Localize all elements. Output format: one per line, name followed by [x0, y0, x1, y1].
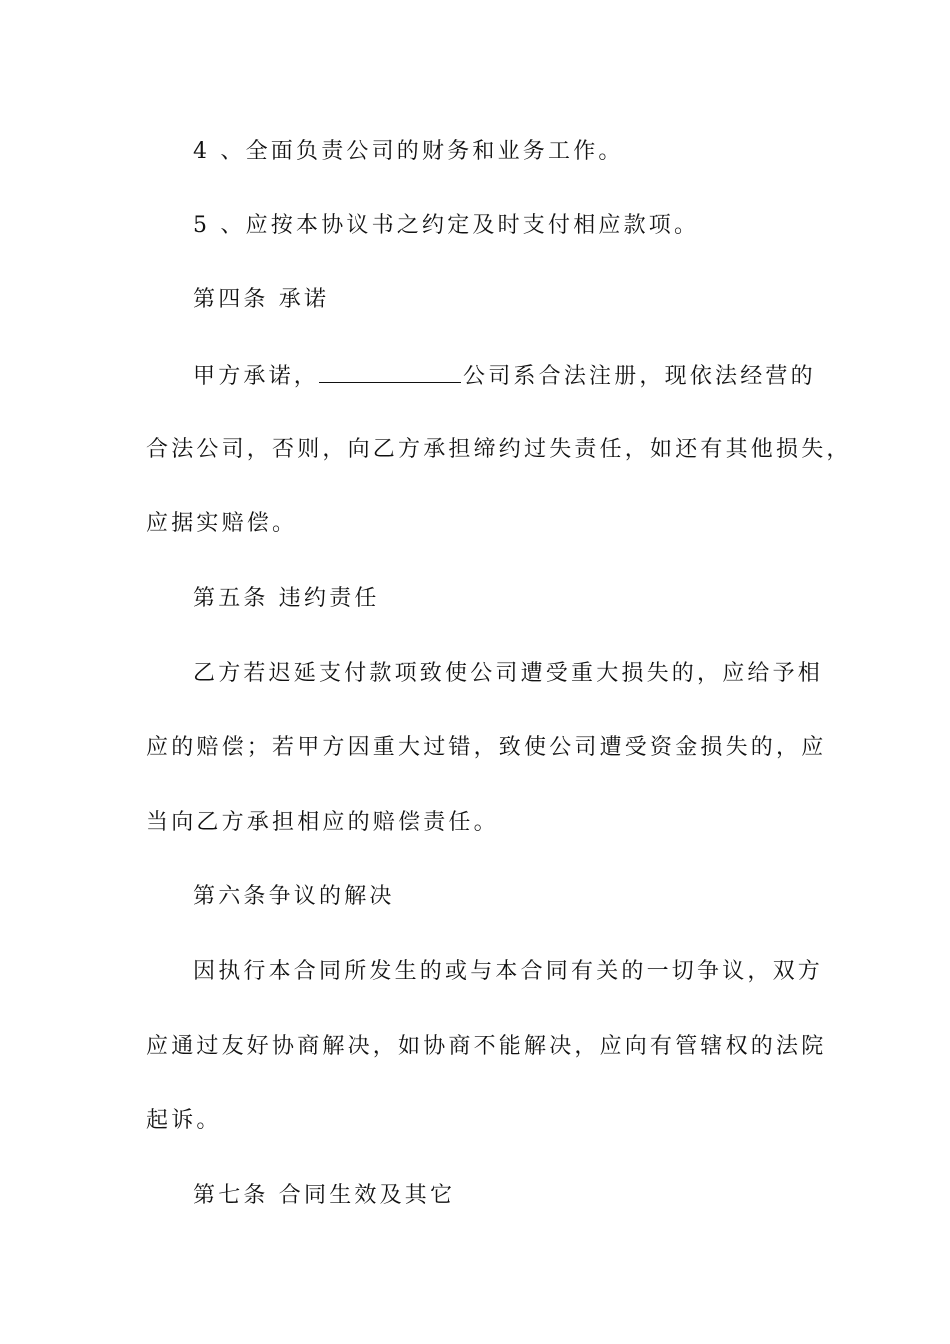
article-5-paragraph-line-1: 乙方若迟延支付款项致使公司遭受重大损失的，应给予相 [193, 661, 824, 686]
article-6-paragraph-line-2: 应通过友好协商解决，如协商不能解决，应向有管辖权的法院 [146, 1034, 827, 1059]
clause-item-4: 4 、全面负责公司的财务和业务工作。 [193, 139, 624, 164]
company-name-blank [319, 360, 461, 383]
article-4-paragraph-line-1 [193, 360, 816, 392]
article-6-heading: 第六条争议的解决 [193, 884, 395, 909]
clause-item-5: 5 、应按本协议书之约定及时支付相应款项。 [193, 213, 700, 238]
article-4-heading: 第四条 承诺 [193, 287, 330, 312]
article-5-heading: 第五条 违约责任 [193, 586, 380, 611]
article-5-paragraph-line-3: 当向乙方承担相应的赔偿责任。 [146, 810, 499, 835]
article-5-paragraph-line-2: 应的赔偿；若甲方因重大过错，致使公司遭受资金损失的，应 [146, 735, 827, 760]
article-4-paragraph-line-3: 应据实赔偿。 [146, 511, 298, 536]
article-6-paragraph-line-3: 起诉。 [146, 1108, 222, 1133]
article-4-paragraph-line-2: 合法公司，否则，向乙方承担缔约过失责任，如还有其他损失， [146, 437, 852, 462]
article-4-text-before-blank: 甲方承诺， [193, 364, 320, 389]
article-4-text-after-blank: 公司系合法注册，现依法经营的 [463, 364, 816, 389]
article-7-heading: 第七条 合同生效及其它 [193, 1183, 456, 1208]
article-6-paragraph-line-1: 因执行本合同所发生的或与本合同有关的一切争议，双方 [193, 959, 824, 984]
